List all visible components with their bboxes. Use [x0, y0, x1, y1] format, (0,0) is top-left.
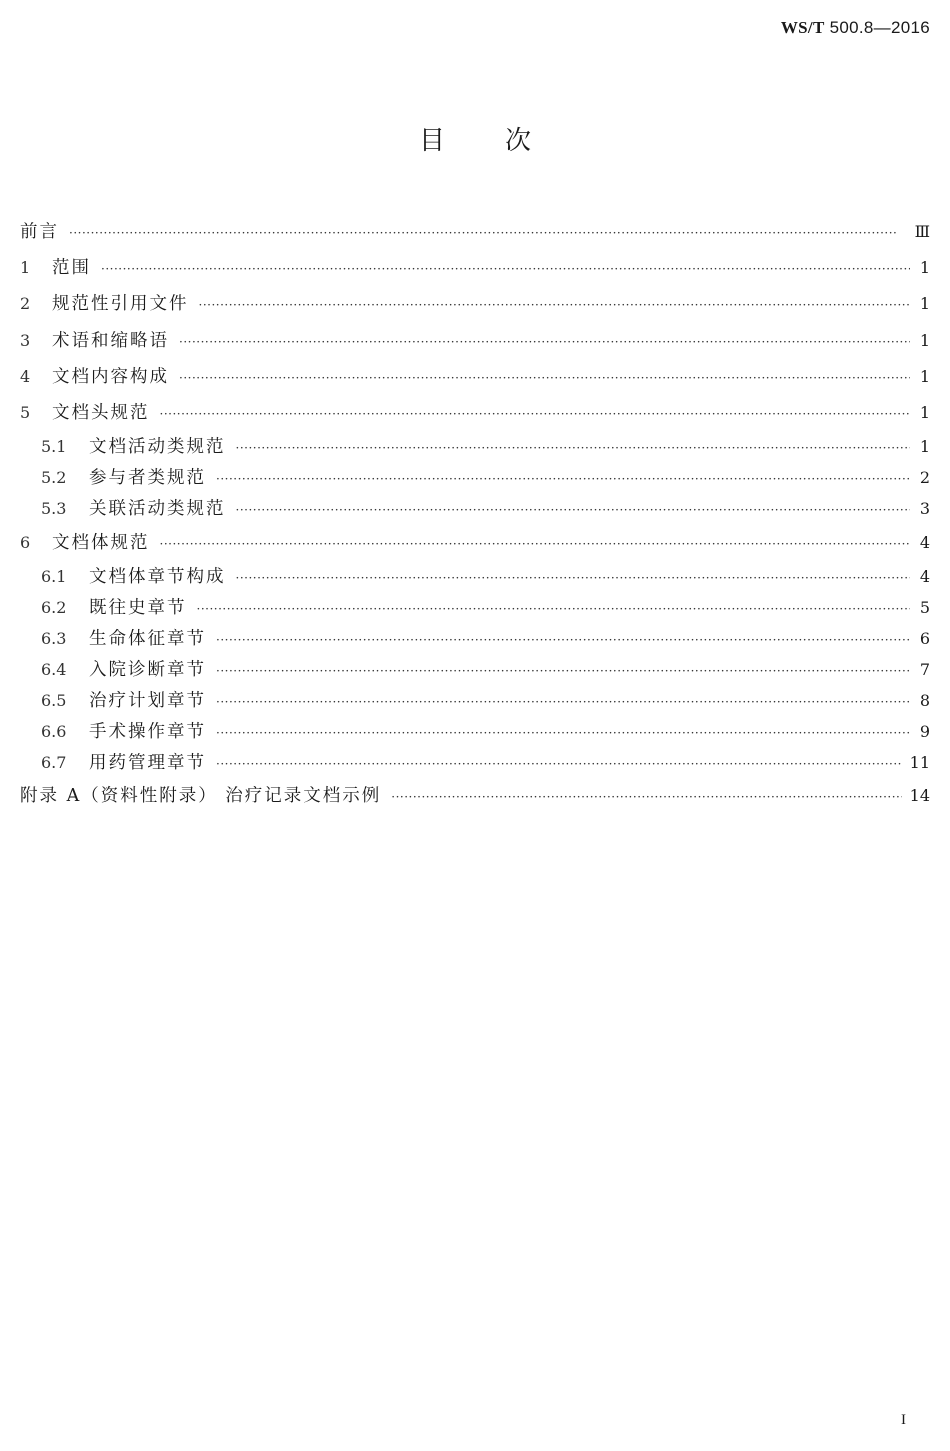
- toc-entry-scope[interactable]: [20, 250, 930, 286]
- toc-entry-6-5[interactable]: [20, 685, 930, 716]
- toc-entry-page: 11: [909, 753, 930, 773]
- toc-entry-label: 附录 A（资料性附录） 治疗记录文档示例: [20, 786, 382, 807]
- toc-entry-page: 6: [919, 629, 930, 649]
- document-code-prefix: WS/T: [780, 18, 825, 37]
- toc-entry-page: 5: [919, 598, 930, 618]
- document-code: [781, 18, 930, 38]
- toc-leader-dots: [197, 594, 911, 625]
- toc-entry-page: 1: [919, 437, 930, 457]
- toc-entry-6-3[interactable]: [20, 623, 930, 654]
- toc-entry-page: 8: [919, 691, 930, 711]
- toc-entry-number: 6.1: [41, 567, 67, 587]
- toc-leader-dots: [101, 251, 910, 287]
- toc-entry-page: 1: [919, 294, 930, 314]
- toc-entry-number: 6.7: [41, 753, 67, 773]
- toc-entry-label: 文档内容构成: [52, 366, 169, 387]
- toc-entry-label: 前言: [20, 222, 59, 242]
- toc-leader-dots: [216, 625, 910, 656]
- toc-entry-page: 1: [919, 402, 930, 422]
- toc-entry-number: 6.2: [41, 598, 67, 618]
- toc-entry-page: 1: [919, 366, 930, 386]
- toc-entry-number: 3: [20, 330, 31, 350]
- toc-leader-dots: [160, 526, 911, 562]
- toc-entry-normative-references[interactable]: [20, 286, 930, 322]
- toc-entry-number: 5.3: [41, 499, 67, 519]
- toc-entry-appendix-a[interactable]: [20, 778, 930, 814]
- toc-leader-dots: [216, 718, 910, 749]
- toc-entry-label: 规范性引用文件: [52, 294, 189, 315]
- toc-leader-dots: [179, 324, 910, 360]
- toc-entry-label: 入院诊断章节: [89, 660, 206, 681]
- toc-entry-label: 用药管理章节: [89, 753, 206, 774]
- toc-entry-label: 关联活动类规范: [89, 499, 226, 520]
- toc-leader-dots: [236, 563, 911, 594]
- toc-entry-5-2[interactable]: [20, 462, 930, 493]
- toc-entry-number: 6.3: [41, 629, 67, 649]
- toc-entry-label: 治疗计划章节: [89, 691, 206, 712]
- toc-entry-number: 6.6: [41, 722, 67, 742]
- toc-entry-page: 7: [919, 660, 930, 680]
- toc-entry-number: 4: [20, 366, 31, 386]
- toc-entry-label: 既往史章节: [89, 598, 187, 619]
- toc-leader-dots: [216, 656, 910, 687]
- toc-leader-dots: [236, 495, 911, 526]
- toc-entry-number: 6.5: [41, 691, 67, 711]
- toc-entry-label: 范围: [52, 258, 91, 279]
- toc-leader-dots: [216, 464, 910, 495]
- page-number: I: [901, 1412, 906, 1428]
- toc-leader-dots: [236, 433, 911, 464]
- toc-entry-label: 文档体章节构成: [89, 567, 226, 588]
- toc-leader-dots: [160, 396, 911, 432]
- toc-leader-dots: [69, 215, 907, 251]
- toc-entry-number: 6.4: [41, 660, 67, 680]
- toc-entry-terms[interactable]: [20, 323, 930, 359]
- toc-entry-page: 1: [919, 330, 930, 350]
- toc-entry-body-spec[interactable]: [20, 525, 930, 561]
- toc-entry-label: 文档头规范: [52, 402, 150, 423]
- toc-entry-page: 1: [919, 258, 930, 278]
- toc-entry-page: 4: [919, 567, 930, 587]
- toc-entry-6-7[interactable]: [20, 747, 930, 778]
- toc-entry-number: 1: [20, 258, 31, 278]
- toc-leader-dots: [199, 287, 911, 323]
- toc-entry-page: Ⅲ: [914, 222, 930, 241]
- document-code-number: 500.8—2016: [829, 18, 930, 37]
- toc-entry-header-spec[interactable]: [20, 395, 930, 431]
- toc-entry-label: 文档体规范: [52, 533, 150, 554]
- toc-entry-page: 4: [919, 533, 930, 553]
- toc-entry-label: 生命体征章节: [89, 629, 206, 650]
- toc-entry-page: 14: [909, 786, 930, 806]
- toc-entry-label: 参与者类规范: [89, 468, 206, 489]
- toc-leader-dots: [216, 749, 902, 780]
- toc-leader-dots: [216, 687, 910, 718]
- toc-entry-label: 手术操作章节: [89, 722, 206, 743]
- toc-entry-number: 6: [20, 533, 31, 553]
- toc-entry-foreword[interactable]: [20, 214, 930, 250]
- table-of-contents: [20, 214, 930, 815]
- toc-entry-number: 5.1: [41, 437, 67, 457]
- toc-leader-dots: [391, 779, 901, 815]
- toc-entry-5-3[interactable]: [20, 493, 930, 525]
- toc-entry-number: 2: [20, 294, 31, 314]
- toc-entry-label: 文档活动类规范: [89, 437, 226, 458]
- toc-entry-6-2[interactable]: [20, 592, 930, 623]
- toc-entry-6-1[interactable]: [20, 561, 930, 592]
- toc-entry-page: 2: [919, 468, 930, 488]
- toc-entry-number: 5: [20, 402, 31, 422]
- toc-entry-number: 5.2: [41, 468, 67, 488]
- toc-entry-6-4[interactable]: [20, 654, 930, 685]
- toc-entry-page: 9: [919, 722, 930, 742]
- toc-entry-5-1[interactable]: [20, 431, 930, 462]
- toc-entry-content-structure[interactable]: [20, 359, 930, 395]
- toc-entry-page: 3: [919, 499, 930, 519]
- toc-title: 目次: [418, 126, 591, 156]
- toc-leader-dots: [179, 360, 910, 396]
- toc-entry-6-6[interactable]: [20, 716, 930, 747]
- toc-entry-label: 术语和缩略语: [52, 330, 169, 351]
